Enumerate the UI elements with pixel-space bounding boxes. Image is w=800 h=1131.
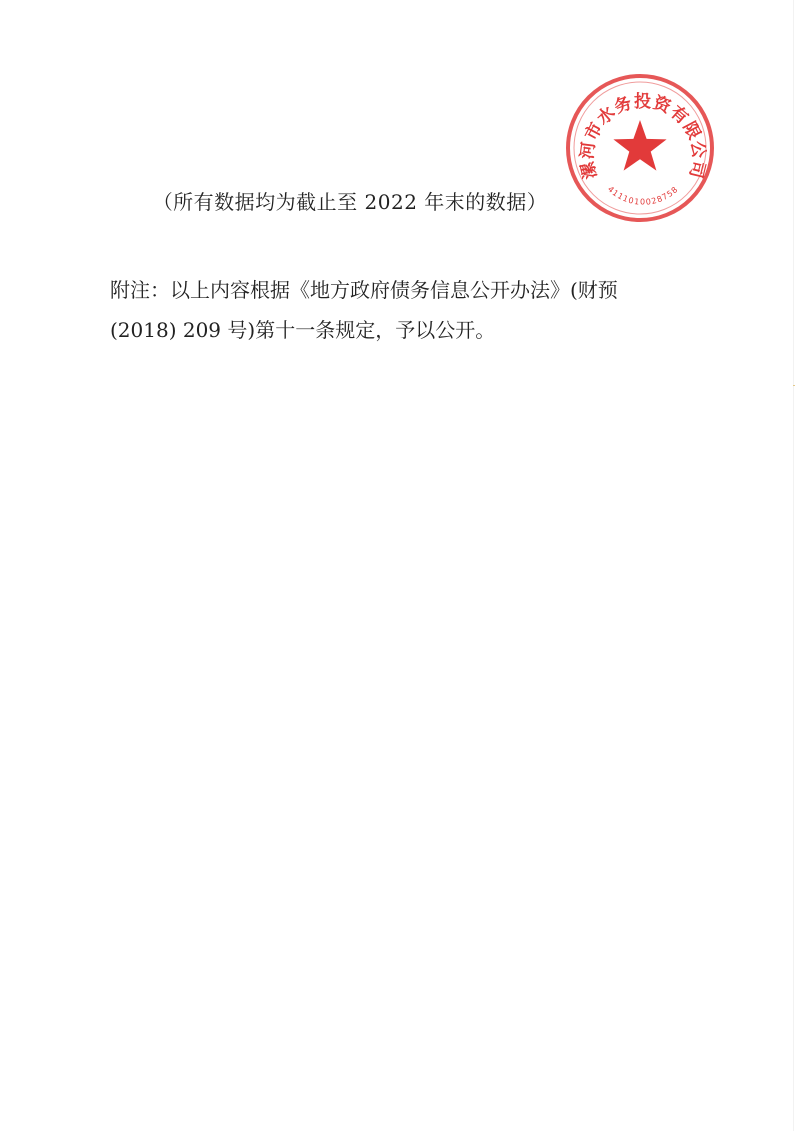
page-edge-shadow [793,0,794,1131]
seal-star-icon [613,120,666,171]
scan-speck [793,385,795,386]
seal-registration-code: 4111010028758 [605,184,681,207]
data-period-caption: （所有数据均为截止至 2022 年末的数据） [152,190,548,214]
seal-company-name: 漯河市水务投资有限公司 [577,91,709,181]
footnote-line-2: (2018) 209 号)第十一条规定，予以公开。 [110,318,496,342]
footnote-line-1: 附注：以上内容根据《地方政府债务信息公开办法》(财预 [110,278,618,302]
footnote-paragraph [110,270,670,350]
